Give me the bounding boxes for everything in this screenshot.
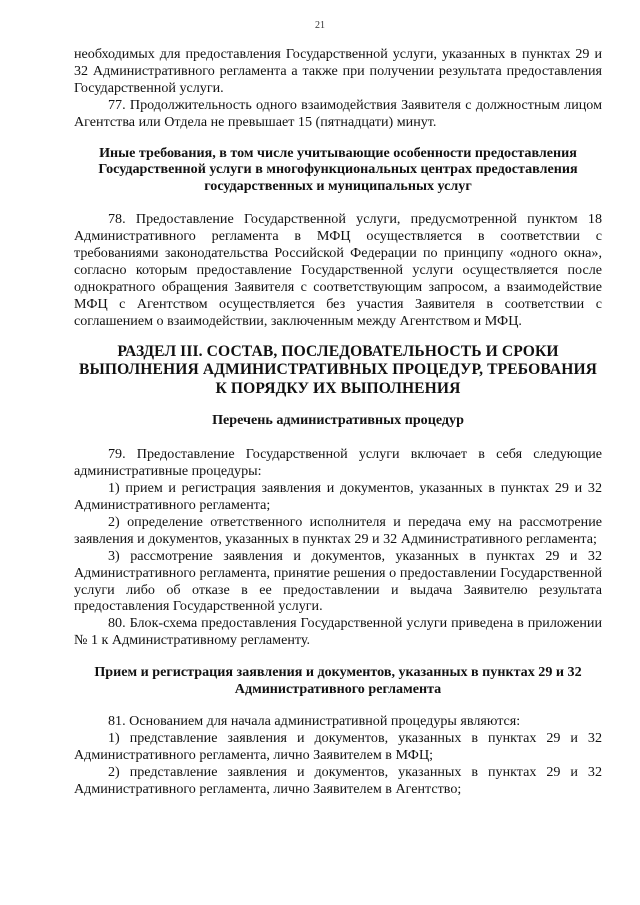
heading-procedure-list: Перечень административных процедур (212, 412, 464, 429)
paragraph-81-item-1: 1) представление заявления и документов, указанных в пунктах 29 и 32 Административного регламента, лично Заявителем в МФЦ; (74, 729, 602, 763)
paragraph-79-item-3: 3) рассмотрение заявления и документов, указанных в пунктах 29 и 32 Административного регламента, принятие решения о предоставлении Государственной услуги либо об отказе в ее предоставлении и выдача Заявителю результата предоставления Государственной услуги. (74, 547, 602, 615)
paragraph-81-item-2: 2) представление заявления и документов, указанных в пунктах 29 и 32 Административного регламента, лично Заявителем в Агентство; (74, 763, 602, 797)
section-3-heading: РАЗДЕЛ III. СОСТАВ, ПОСЛЕДОВАТЕЛЬНОСТЬ И СРОКИ ВЫПОЛНЕНИЯ АДМИНИСТРАТИВНЫХ ПРОЦЕДУР, ТРЕБОВАНИЯ К ПОРЯДКУ ИХ ВЫПОЛНЕНИЯ (78, 342, 598, 397)
heading-other-requirements: Иные требования, в том числе учитывающие особенности предоставления Государственной услуги в многофункциональных центрах предоставления государственных и муниципальных услуг (98, 144, 578, 195)
paragraph-77: 77. Продолжительность одного взаимодействия Заявителя с должностным лицом Агентства или Отдела не превышает 15 (пятнадцати) минут. (74, 96, 602, 130)
paragraph-79-item-1: 1) прием и регистрация заявления и документов, указанных в пунктах 29 и 32 Административного регламента; (74, 480, 602, 513)
document-body (74, 46, 602, 798)
paragraph-79-item-2: 2) определение ответственного исполнителя и передача ему на рассмотрение заявления и документов, указанных в пунктах 29 и 32 Административного регламента; (74, 513, 602, 547)
page-number: 21 (315, 20, 325, 31)
paragraph-79: 79. Предоставление Государственной услуги включает в себя следующие административные процедуры: (74, 446, 602, 480)
paragraph-80: 80. Блок-схема предоставления Государственной услуги приведена в приложении № 1 к Административному регламенту. (74, 615, 602, 649)
paragraph-continuation: необходимых для предоставления Государственной услуги, указанных в пунктах 29 и 32 Административного регламента а также при получении результата предоставления Государственной услуги. (74, 46, 602, 96)
paragraph-78: 78. Предоставление Государственной услуги, предусмотренной пунктом 18 Административного регламента в МФЦ осуществляется в соответствии с требованиями законодательства Российской Федерации по принципу «одного окна», согласно которым предоставление Государственной услуги осуществляется после однократного обращения Заявителя с соответствующим запросом, а взаимодействие МФЦ с Агентством осуществляется без участия Заявителя в соответствии с соглашением о взаимодействии, заключенным между Агентством и МФЦ. (74, 211, 602, 329)
paragraph-81: 81. Основанием для начала административной процедуры являются: (108, 712, 521, 729)
heading-reception-registration: Прием и регистрация заявления и документов, указанных в пунктах 29 и 32 Административного регламента (94, 664, 582, 698)
